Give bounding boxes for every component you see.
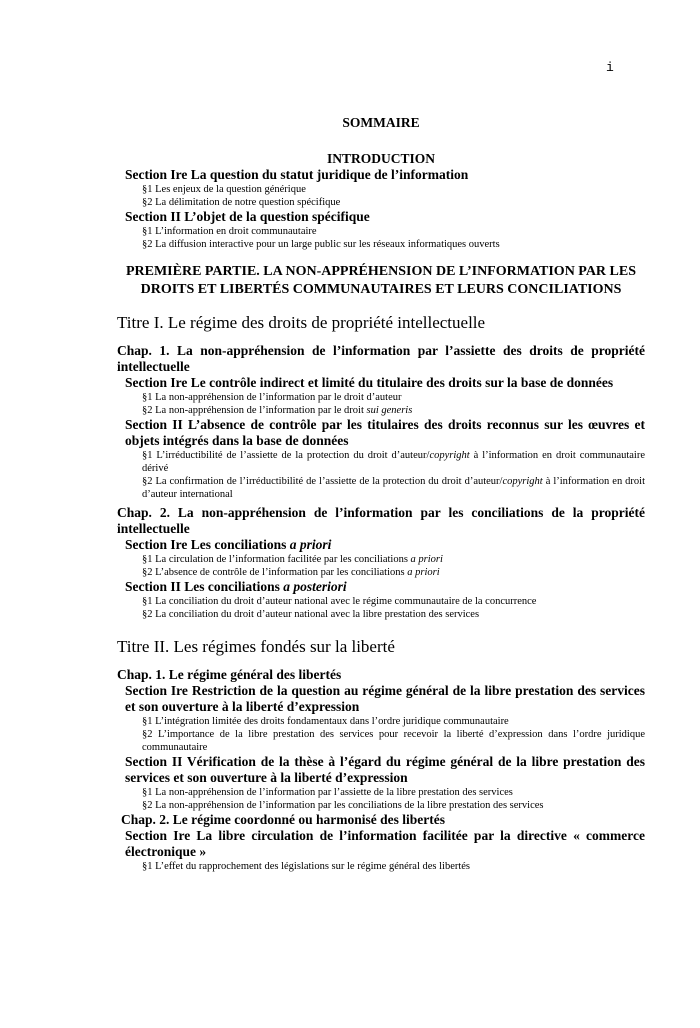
titre-2-heading: Titre II. Les régimes fondés sur la liberté: [117, 637, 395, 656]
t2-c1-section-1: Section Ire Restriction de la question au régime général de la libre prestation des services et son ouverture à la liberté d’expression: [125, 683, 645, 714]
t1-c1-s1-para-2: §2 La non-appréhension de l’information par le droit sui generis: [142, 405, 413, 416]
t2-c1-s1-para-2: §2 L’importance de la libre prestation des services pour recevoir la liberté d’expression dans l’ordre juridique communautaire: [142, 729, 645, 753]
t1-c1-s2-para-2: §2 La confirmation de l’irréductibilité de l’assiette de la protection du droit d’auteur/copyright à l’information en droit d’auteur international: [142, 476, 645, 500]
t1-c2-s2-para-1: §1 La conciliation du droit d’auteur national avec le régime communautaire de la concurrence: [142, 596, 537, 607]
t1-c2-section-1: Section Ire Les conciliations a priori: [125, 537, 332, 552]
t1-chapter-1: Chap. 1. La non-appréhension de l’information par l’assiette des droits de propriété intellectuelle: [117, 343, 645, 374]
t1-chapter-2: Chap. 2. La non-appréhension de l’information par les conciliations de la propriété intellectuelle: [117, 505, 645, 536]
t1-c2-section-2: Section II Les conciliations a posteriori: [125, 579, 347, 594]
page-number: i: [606, 60, 614, 75]
t1-c2-s1-para-1: §1 La circulation de l’information facilitée par les conciliations a priori: [142, 554, 443, 565]
t2-chapter-1: Chap. 1. Le régime général des libertés: [117, 667, 342, 682]
t1-c1-s2-para-1: §1 L’irréductibilité de l’assiette de la protection du droit d’auteur/copyright à l’information en droit communautaire dérivé: [142, 450, 646, 474]
t2-c1-s2-para-2: §2 La non-appréhension de l’information par les conciliations de la libre prestation des services: [142, 800, 544, 811]
t2-c2-section-1: Section Ire La libre circulation de l’information facilitée par la directive « commerce électronique »: [125, 828, 645, 859]
titre-1-heading: Titre I. Le régime des droits de propriété intellectuelle: [117, 313, 486, 332]
intro-s2-para-1: §1 L’information en droit communautaire: [142, 226, 317, 237]
intro-section-2: Section II L’objet de la question spécifique: [125, 209, 370, 224]
t1-c1-s1-para-1: §1 La non-appréhension de l’information par le droit d’auteur: [142, 392, 402, 403]
sommaire-heading: SOMMAIRE: [342, 115, 420, 130]
intro-s1-para-1: §1 Les enjeux de la question générique: [142, 184, 306, 195]
t2-c2-s1-para-1: §1 L’effet du rapprochement des législations sur le régime général des libertés: [142, 861, 471, 872]
t1-c1-section-1: Section Ire Le contrôle indirect et limité du titulaire des droits sur la base de données: [125, 375, 614, 390]
part-1-heading: PREMIÈRE PARTIE. LA NON-APPRÉHENSION DE L’INFORMATION PAR LES DROITS ET LIBERTÉS COMMUNAUTAIRES ET LEURS CONCILIATIONS: [125, 264, 637, 297]
t2-chapter-2: Chap. 2. Le régime coordonné ou harmonisé des libertés: [121, 812, 445, 827]
table-of-contents: [117, 115, 645, 873]
t2-c1-s1-para-1: §1 L’intégration limitée des droits fondamentaux dans l’ordre juridique communautaire: [142, 716, 509, 727]
introduction-heading: INTRODUCTION: [326, 151, 435, 166]
t1-c1-section-2: Section II L’absence de contrôle par les titulaires des droits reconnus sur les œuvres et objets intégrés dans la base de données: [125, 417, 645, 448]
t1-c2-s2-para-2: §2 La conciliation du droit d’auteur national avec la libre prestation des services: [142, 609, 480, 620]
intro-s2-para-2: §2 La diffusion interactive pour un large public sur les réseaux informatiques ouverts: [142, 239, 500, 250]
t2-c1-section-2: Section II Vérification de la thèse à l’égard du régime général de la libre prestation des services et son ouverture à la liberté d’expression: [125, 754, 645, 785]
t1-c2-s1-para-2: §2 L’absence de contrôle de l’information par les conciliations a priori: [142, 567, 440, 578]
t2-c1-s2-para-1: §1 La non-appréhension de l’information par l’assiette de la libre prestation des services: [142, 787, 513, 798]
intro-s1-para-2: §2 La délimitation de notre question spécifique: [142, 197, 341, 208]
intro-section-1: Section Ire La question du statut juridique de l’information: [125, 167, 469, 182]
